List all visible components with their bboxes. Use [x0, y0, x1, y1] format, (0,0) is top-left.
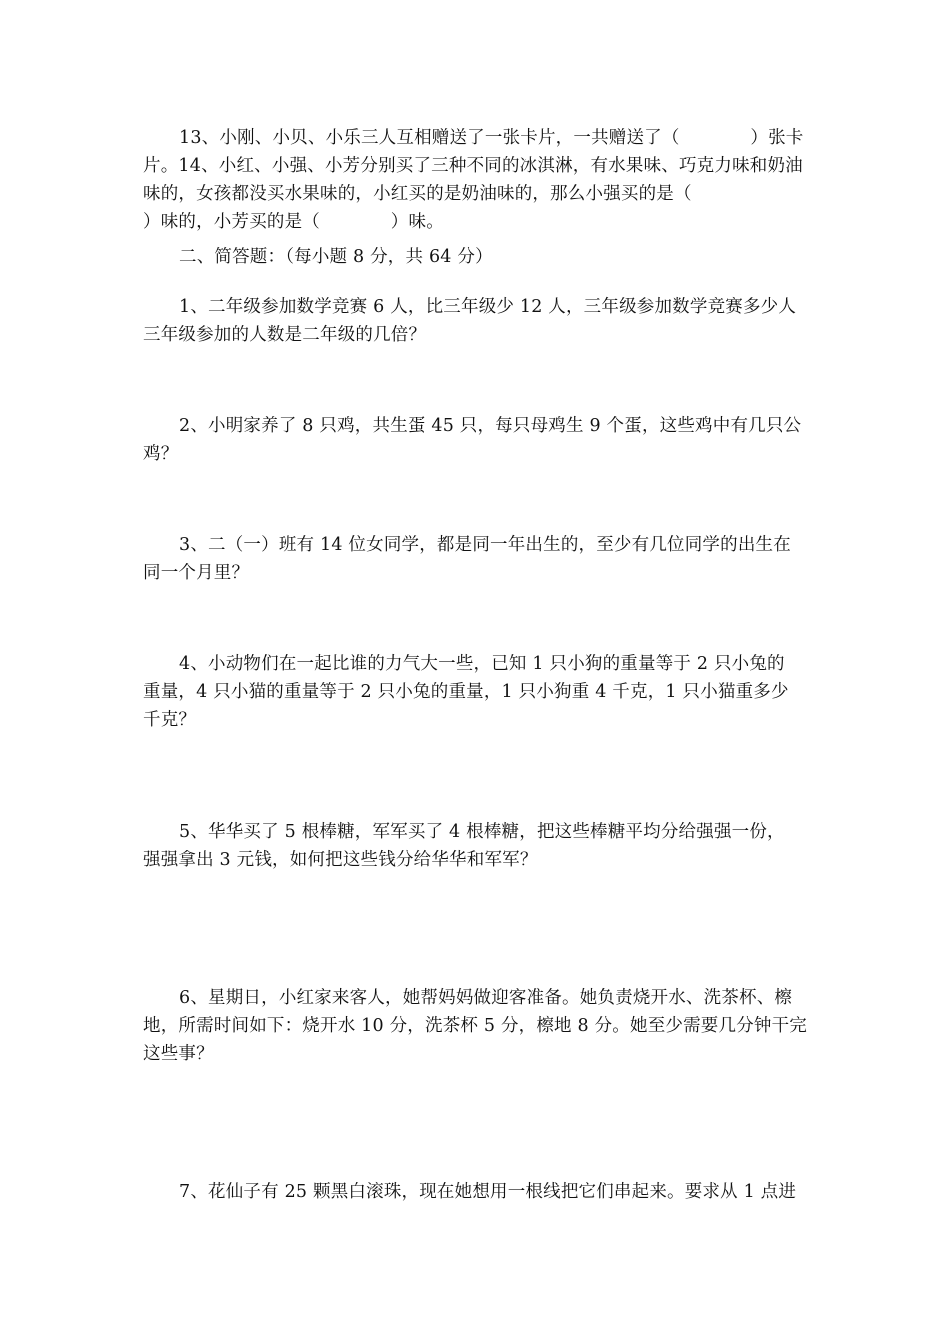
- section-heading: [143, 243, 810, 271]
- section-two-title: 二、简答题：（每小题 8 分，共 64 分）: [179, 247, 493, 267]
- question-14-line-4: ）味的，小芳买的是（ ）味。: [143, 212, 444, 232]
- question-line: 鸡？: [143, 444, 179, 464]
- question-line: 强强拿出 3 元钱，如何把这些钱分给华华和军军？: [143, 850, 538, 870]
- question-line: 地，所需时间如下：烧开水 10 分，洗茶杯 5 分，檫地 8 分。她至少需要几分钟干完: [143, 1016, 808, 1036]
- question-line: 三年级参加的人数是二年级的几倍？: [143, 325, 427, 345]
- question-line: 3、二（一）班有 14 位女同学，都是同一年出生的，至少有几位同学的出生在: [179, 535, 791, 555]
- question-13-line-1: 13、小刚、小贝、小乐三人互相赠送了一张卡片，一共赠送了（ ）张卡: [179, 128, 804, 148]
- question-7: [143, 1178, 810, 1206]
- fill-in-questions: [143, 124, 810, 236]
- question-4: [143, 650, 810, 734]
- question-13-14-line-2: 片。14、小红、小强、小芳分别买了三种不同的冰淇淋，有水果味、巧克力味和奶油: [143, 156, 803, 176]
- question-line: 1、二年级参加数学竞赛 6 人，比三年级少 12 人，三年级参加数学竞赛多少人: [179, 297, 797, 317]
- question-5: [143, 818, 810, 874]
- question-1: [143, 293, 810, 349]
- question-6: [143, 984, 810, 1068]
- question-14-line-3: 味的，女孩都没买水果味的，小红买的是奶油味的，那么小强买的是（: [143, 184, 692, 204]
- question-line: 这些事？: [143, 1044, 214, 1064]
- question-line: 重量，4 只小猫的重量等于 2 只小兔的重量，1 只小狗重 4 千克，1 只小猫重多少: [143, 682, 789, 702]
- question-line: 2、小明家养了 8 只鸡，共生蛋 45 只，每只母鸡生 9 个蛋，这些鸡中有几只公: [179, 416, 802, 436]
- question-3: [143, 531, 810, 587]
- question-line: 6、星期日，小红家来客人，她帮妈妈做迎客准备。她负责烧开水、洗茶杯、檫: [179, 988, 793, 1008]
- question-line: 同一个月里？: [143, 563, 250, 583]
- question-2: [143, 412, 810, 468]
- question-line: 5、华华买了 5 根棒糖，军军买了 4 根棒糖，把这些棒糖平均分给强强一份，: [179, 822, 785, 842]
- question-line: 7、花仙子有 25 颗黑白滚珠，现在她想用一根线把它们串起来。要求从 1 点进: [179, 1182, 797, 1202]
- question-line: 千克？: [143, 710, 197, 730]
- question-line: 4、小动物们在一起比谁的力气大一些，已知 1 只小狗的重量等于 2 只小兔的: [179, 654, 785, 674]
